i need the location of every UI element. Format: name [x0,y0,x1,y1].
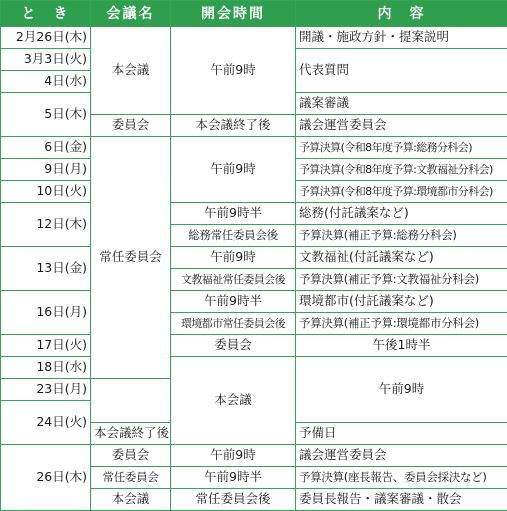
date-cell: 26日(木) [1,445,91,511]
content-cell: 予算決算(補正予算:総務分科会) [296,225,507,247]
header-meeting: 会議名 [91,1,171,27]
date-cell: 23日(月) [1,379,91,401]
time-cell: 午前9時 [171,137,296,203]
date-cell: 9日(月) [1,159,91,181]
time-cell: 午前9時半 [171,291,296,313]
time-cell: 文教福祉常任委員会後 [171,269,296,291]
date-cell: 24日(火) [1,401,91,445]
date-cell: 12日(木) [1,203,91,247]
table-row [1,137,507,159]
date-cell: 13日(金) [1,247,91,291]
meeting-cell: 本会議 [91,27,171,115]
date-cell: 5日(木) [1,93,91,137]
table-row [1,27,507,49]
time-cell: 常任委員会後 [171,489,296,511]
date-cell: 4日(水) [1,71,91,93]
date-cell: 17日(火) [1,335,91,357]
content-cell: 議会運営委員会 [296,445,507,467]
date-cell: 2月26日(木) [1,27,91,49]
time-cell: 午前9時 [296,357,507,423]
time-cell: 午前9時 [171,445,296,467]
meeting-cell: 常任委員会 [91,467,171,489]
meeting-cell: 委員会 [171,335,296,357]
date-cell: 16日(月) [1,291,91,335]
content-cell: 予算決算(令和8年度予算:総務分科会) [296,137,507,159]
time-cell: 午前9時 [171,27,296,115]
time-cell: 午後1時半 [296,335,507,357]
date-cell: 3月3日(火) [1,49,91,71]
time-cell: 午前9時半 [171,203,296,225]
table-row [1,357,507,379]
header-time: 開会時間 [171,1,296,27]
meeting-cell: 本会議 [171,357,296,445]
content-cell: 予備日 [296,423,507,445]
content-cell: 議案審議 [296,93,507,115]
date-cell: 18日(水) [1,357,91,379]
content-cell: 予算決算(令和8年度予算:文教福祉分科会) [296,159,507,181]
time-cell: 総務常任委員会後 [171,225,296,247]
table-row [1,247,507,269]
time-cell: 環境都市常任委員会後 [171,313,296,335]
content-cell: 環境都市(付託議案など) [296,291,507,313]
content-cell: 開議・施政方針・提案説明 [296,27,507,49]
meeting-cell: 常任委員会 [91,137,171,379]
table-header-row [1,1,507,27]
meeting-cell: 委員会 [91,115,171,137]
meeting-cell: 委員会 [91,445,171,467]
content-cell: 予算決算(令和8年度予算:環境都市分科会) [296,181,507,203]
meeting-cell: 本会議 [91,489,171,511]
table-row [1,335,507,357]
time-cell: 午前9時 [171,247,296,269]
header-date: と き [1,1,91,27]
time-cell: 本会議終了後 [91,423,171,445]
content-cell: 予算決算(座長報告、委員会採決など) [296,467,507,489]
content-cell: 議会運営委員会 [296,115,507,137]
content-cell: 委員長報告・議案審議・散会 [296,489,507,511]
time-cell: 午前9時半 [171,467,296,489]
table-row [1,203,507,225]
content-cell: 総務(付託議案など) [296,203,507,225]
header-content: 内 容 [296,1,507,27]
date-cell: 6日(金) [1,137,91,159]
table-row [1,445,507,467]
content-cell: 代表質問 [296,49,507,93]
time-cell: 本会議終了後 [171,115,296,137]
content-cell: 予算決算(補正予算:環境都市分科会) [296,313,507,335]
date-cell: 10日(火) [1,181,91,203]
content-cell: 文教福祉(付託議案など) [296,247,507,269]
content-cell: 予算決算(補正予算:文教福祉分科会) [296,269,507,291]
table-row [1,291,507,313]
